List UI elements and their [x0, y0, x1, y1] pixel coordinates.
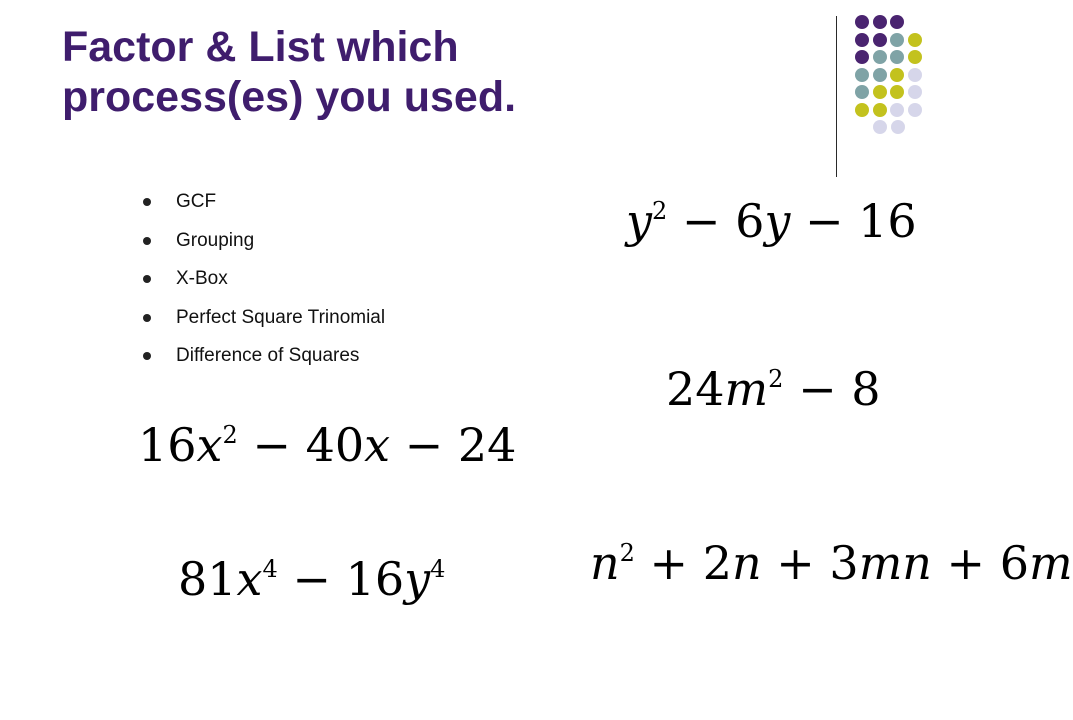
expr-term: n: [731, 536, 762, 590]
bullet-dot-icon: [143, 352, 151, 360]
decorative-dot: [908, 68, 922, 82]
decorative-dot: [855, 68, 869, 82]
expr-exponent: 2: [619, 539, 635, 567]
expr-term: x: [196, 418, 223, 472]
process-list: [143, 186, 385, 379]
decorative-dot: [855, 85, 869, 99]
process-label: X-Box: [176, 268, 228, 289]
expr-term: m: [1029, 536, 1073, 590]
decorative-dot: [908, 103, 922, 117]
expr-term: − 16: [790, 194, 917, 248]
expr-term: − 8: [783, 362, 881, 416]
title-line-1: Factor & List which: [62, 23, 459, 71]
decorative-dot: [908, 85, 922, 99]
expression-n-squared-plus-2n-plus-3mn-plus-6m: [590, 536, 1073, 590]
decorative-dot: [890, 103, 904, 117]
expr-term: + 6: [931, 536, 1029, 590]
slide-title: [62, 22, 782, 123]
decorative-dot: [873, 103, 887, 117]
expr-term: x: [364, 418, 391, 472]
expr-term: − 16: [277, 552, 405, 606]
expr-term: y: [764, 194, 791, 248]
decorative-dot: [890, 50, 904, 64]
bullet-dot-icon: [143, 314, 151, 322]
expr-term: − 6: [667, 194, 765, 248]
process-label: Perfect Square Trinomial: [176, 306, 386, 328]
decorative-dot: [855, 103, 869, 117]
expression-24m-squared-minus-8: [666, 362, 881, 416]
process-item-perfect-square-trinomial: [143, 302, 385, 341]
expr-term: 81: [178, 552, 237, 606]
expr-exponent: 2: [652, 197, 668, 225]
expression-y-squared-minus-6y-minus-16: [626, 194, 917, 248]
expression-16x-squared-minus-40x-minus-24: [138, 418, 517, 472]
vertical-divider-line: [836, 16, 837, 177]
decorative-dot: [855, 15, 869, 29]
expr-exponent: 4: [262, 555, 278, 583]
decorative-dot: [873, 15, 887, 29]
bullet-dot-icon: [143, 275, 151, 283]
expr-term: + 3: [761, 536, 859, 590]
decorative-dot: [890, 33, 904, 47]
process-item-difference-of-squares: [143, 340, 385, 379]
bullet-dot-icon: [143, 198, 151, 206]
bullet-dot-icon: [143, 237, 151, 245]
process-label: Difference of Squares: [176, 345, 360, 366]
title-line-2: process(es) you used.: [62, 73, 517, 122]
expr-term: 24: [666, 362, 725, 416]
expr-term: x: [236, 552, 263, 606]
decorative-dot: [890, 15, 904, 29]
expr-exponent: 2: [222, 421, 238, 449]
decorative-dot: [873, 68, 887, 82]
process-label: Grouping: [176, 229, 255, 251]
expr-term: + 2: [634, 536, 732, 590]
expr-term: − 40: [237, 418, 365, 472]
process-item-gcf: [143, 186, 385, 225]
decorative-dot: [908, 33, 922, 47]
decorative-dot: [908, 50, 922, 64]
decorative-dot: [890, 68, 904, 82]
expr-exponent: 2: [768, 365, 784, 393]
decorative-dot: [873, 85, 887, 99]
expr-term: 16: [138, 418, 197, 472]
expr-term: − 24: [390, 418, 517, 472]
decorative-dot: [873, 50, 887, 64]
decorative-dot: [890, 85, 904, 99]
expr-term: m: [724, 362, 769, 416]
expr-term: y: [626, 194, 652, 248]
expr-term: mn: [858, 536, 932, 590]
decorative-dot: [855, 50, 869, 64]
process-label: GCF: [176, 191, 217, 212]
expr-exponent: 4: [430, 555, 446, 583]
process-item-grouping: [143, 225, 385, 264]
process-item-x-box: [143, 263, 385, 302]
decorative-dot: [855, 33, 869, 47]
expr-term: y: [404, 552, 431, 606]
decorative-dot: [891, 120, 905, 134]
decorative-dot: [873, 33, 887, 47]
expr-term: n: [590, 536, 620, 590]
decorative-dot: [873, 120, 887, 134]
expression-81x4-minus-16y4: [178, 552, 446, 606]
